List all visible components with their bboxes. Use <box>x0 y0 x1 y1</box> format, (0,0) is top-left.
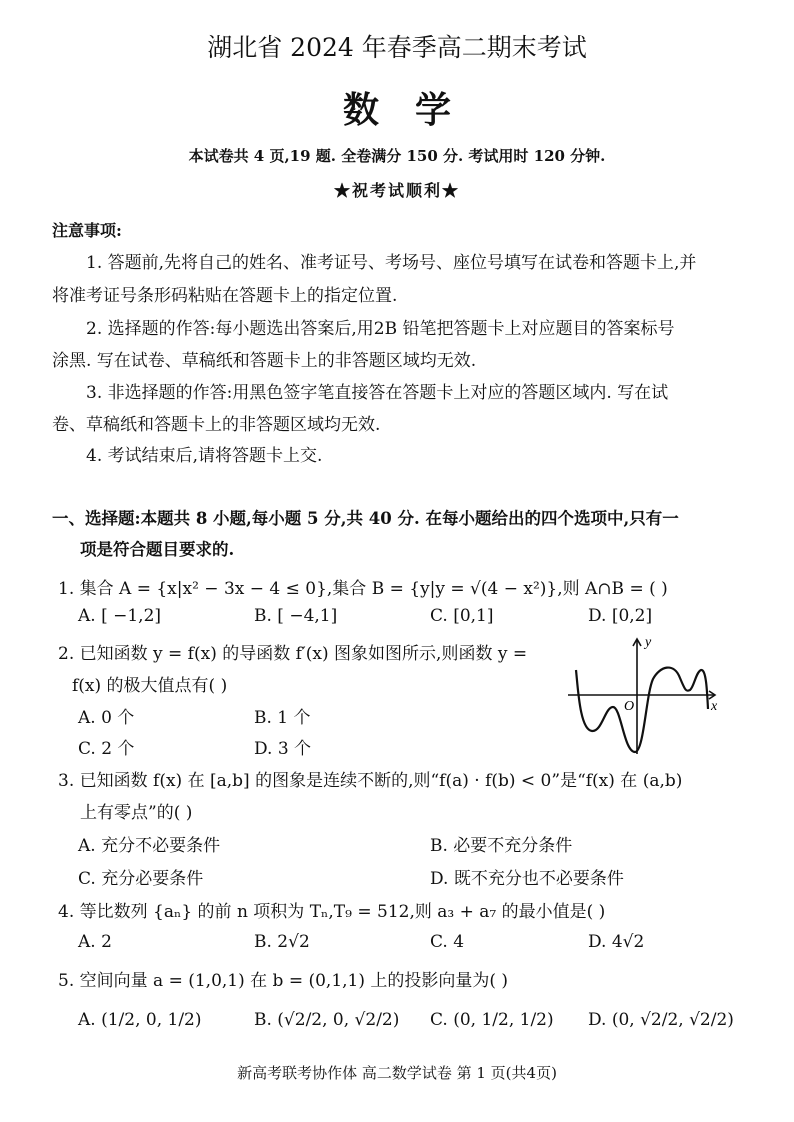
question-2-line1: 2. 已知函数 y = f(x) 的导函数 f′(x) 图象如图所示,则函数 y = <box>58 644 528 664</box>
page-footer: 新高考联考协作体 高二数学试卷 第 1 页(共4页) <box>237 1064 557 1082</box>
q3-option-b: B. 必要不充分条件 <box>430 836 573 856</box>
notice-line: 卷、草稿纸和答题卡上的非答题区域均无效. <box>52 415 381 435</box>
notice-line: 1. 答题前,先将自己的姓名、准考证号、考场号、座位号填写在试卷和答题卡上,并 <box>86 253 697 273</box>
derivative-curve <box>576 668 708 752</box>
q1-option-c: C. [0,1] <box>430 606 494 626</box>
exam-title: 湖北省 2024 年春季高二期末考试 <box>207 33 587 62</box>
q2-option-d: D. 3 个 <box>254 739 312 759</box>
q1-option-d: D. [0,2] <box>588 606 653 626</box>
subject-title: 数学 <box>342 89 487 131</box>
graph-y-label: y <box>645 635 652 650</box>
q2-option-b: B. 1 个 <box>254 708 311 728</box>
q4-option-a: A. 2 <box>78 932 112 952</box>
section-heading: 一、选择题:本题共 8 小题,每小题 5 分,共 40 分. 在每小题给出的四个选项中,只有一 <box>52 509 679 528</box>
notice-line: 4. 考试结束后,请将答题卡上交. <box>86 446 323 466</box>
question-5-stem: 5. 空间向量 a = (1,0,1) 在 b = (0,1,1) 上的投影向量为( ) <box>58 971 509 991</box>
notice-line: 2. 选择题的作答:每小题选出答案后,用2B 铅笔把答题卡上对应题目的答案标号 <box>86 319 675 339</box>
q3-option-a: A. 充分不必要条件 <box>78 836 221 856</box>
question-1-stem: 1. 集合 A = {x|x² − 3x − 4 ≤ 0},集合 B = {y|y = √(4 − x²)},则 A∩B = ( ) <box>58 579 668 599</box>
q3-option-c: C. 充分必要条件 <box>78 869 204 889</box>
q5-option-a: A. (1/2, 0, 1/2) <box>78 1010 202 1030</box>
q2-option-a: A. 0 个 <box>78 708 135 728</box>
q1-option-a: A. [ −1,2] <box>78 606 162 626</box>
notice-line: 涂黑. 写在试卷、草稿纸和答题卡上的非答题区域均无效. <box>52 351 477 371</box>
notice-heading: 注意事项: <box>52 221 122 240</box>
question-2-line2: f(x) 的极大值点有( ) <box>72 676 228 696</box>
graph-origin-label: O <box>624 699 635 714</box>
q4-option-c: C. 4 <box>430 932 465 952</box>
notice-line: 3. 非选择题的作答:用黑色签字笔直接答在答题卡上对应的答题区域内. 写在试 <box>86 383 669 403</box>
q3-option-d: D. 既不充分也不必要条件 <box>430 869 624 889</box>
question-4-stem: 4. 等比数列 {aₙ} 的前 n 项积为 Tₙ,T₉ = 512,则 a₃ + a₇ 的最小值是( ) <box>58 902 606 922</box>
q5-option-d: D. (0, √2/2, √2/2) <box>588 1010 734 1030</box>
graph-x-label: x <box>711 699 718 714</box>
q5-option-b: B. (√2/2, 0, √2/2) <box>254 1010 400 1030</box>
q2-option-c: C. 2 个 <box>78 739 135 759</box>
question-3-line2: 上有零点”的( ) <box>80 803 193 823</box>
q1-option-b: B. [ −4,1] <box>254 606 338 626</box>
notice-line: 将准考证号条形码粘贴在答题卡上的指定位置. <box>52 286 398 306</box>
exam-info: 本试卷共 4 页,19 题. 全卷满分 150 分. 考试用时 120 分钟. <box>188 147 606 165</box>
q5-option-c: C. (0, 1/2, 1/2) <box>430 1010 554 1030</box>
q4-option-d: D. 4√2 <box>588 932 645 952</box>
q4-option-b: B. 2√2 <box>254 932 310 952</box>
good-luck-banner: ★祝考试顺利★ <box>333 181 460 200</box>
derivative-graph <box>566 634 726 758</box>
section-heading-cont: 项是符合题目要求的. <box>80 540 235 559</box>
question-3-line1: 3. 已知函数 f(x) 在 [a,b] 的图象是连续不断的,则“f(a) · f(b) < 0”是“f(x) 在 (a,b) <box>58 771 683 791</box>
